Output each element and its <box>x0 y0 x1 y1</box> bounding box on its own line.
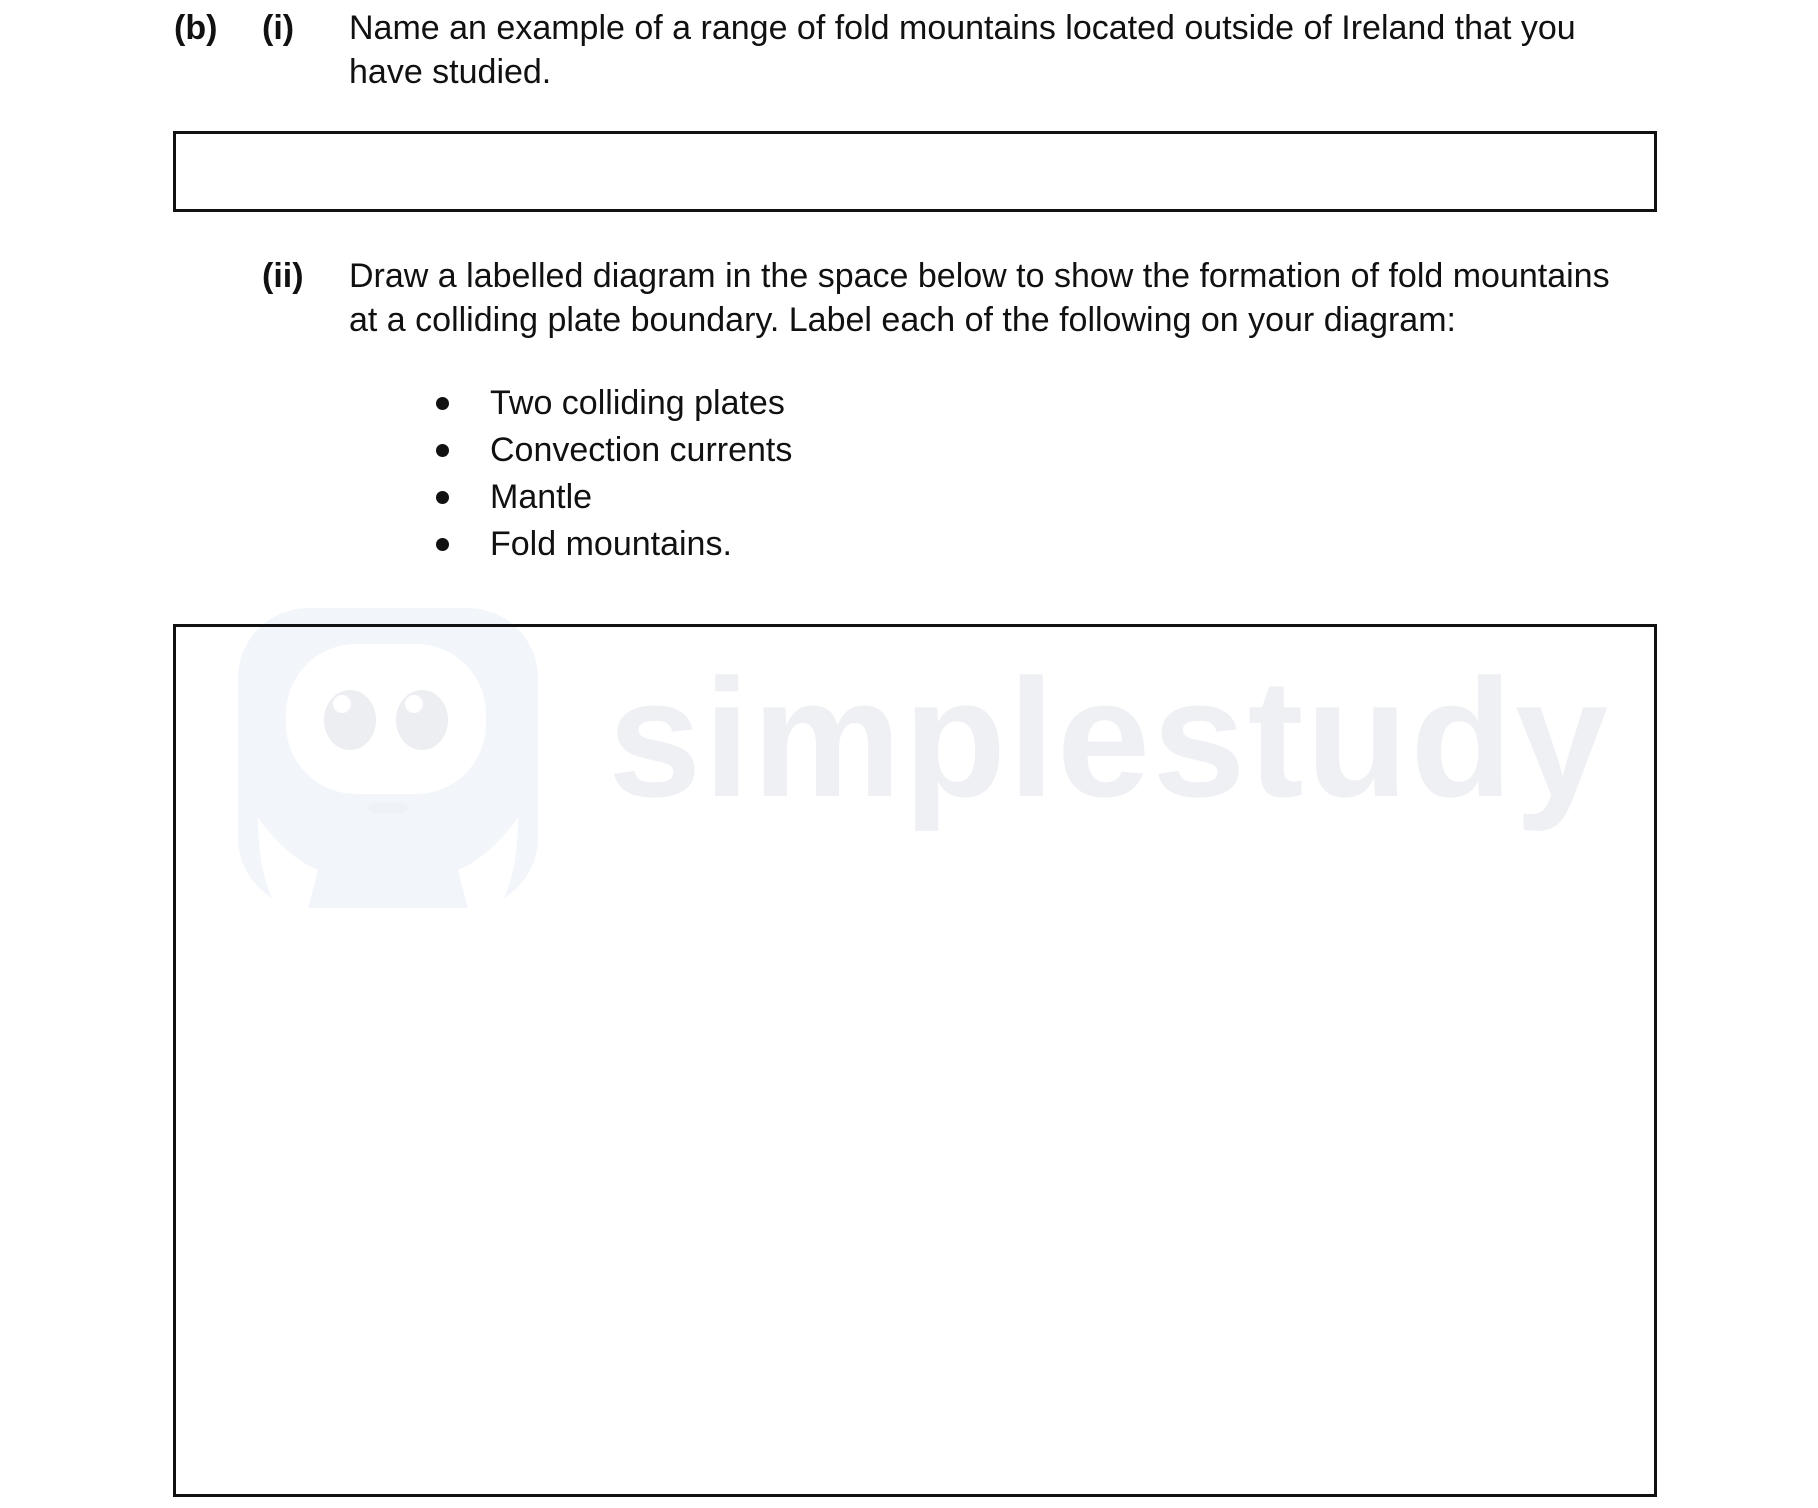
list-item-text: Two colliding plates <box>490 384 785 422</box>
list-item <box>430 474 792 521</box>
diagram-drawing-area[interactable] <box>173 624 1657 1497</box>
bullet-icon <box>436 444 449 457</box>
list-item <box>430 427 792 474</box>
answer-box-i[interactable] <box>173 131 1657 212</box>
list-item <box>430 380 792 427</box>
list-item-text: Fold mountains. <box>490 525 732 563</box>
label-requirements-list <box>430 380 792 568</box>
part-b-label: (b) <box>174 9 218 47</box>
sub-question-i-label: (i) <box>262 9 295 47</box>
watermark-text: simplestudy <box>608 644 1611 832</box>
list-item-text: Convection currents <box>490 431 793 469</box>
question-ii-line-1: Draw a labelled diagram in the space below to show the formation of fold mountains <box>349 257 1610 295</box>
list-item-text: Mantle <box>490 478 593 516</box>
question-ii-line-2: at a colliding plate boundary. Label each of the following on your diagram: <box>349 301 1456 339</box>
question-i-line-2: have studied. <box>349 53 552 91</box>
question-ii-text <box>349 254 1610 342</box>
bullet-icon <box>436 491 449 504</box>
bullet-icon <box>436 397 449 410</box>
question-i-text <box>349 6 1576 94</box>
list-item <box>430 521 792 568</box>
question-i-line-1: Name an example of a range of fold mountains located outside of Ireland that you <box>349 9 1576 47</box>
sub-question-ii-label: (ii) <box>262 257 304 295</box>
bullet-icon <box>436 538 449 551</box>
